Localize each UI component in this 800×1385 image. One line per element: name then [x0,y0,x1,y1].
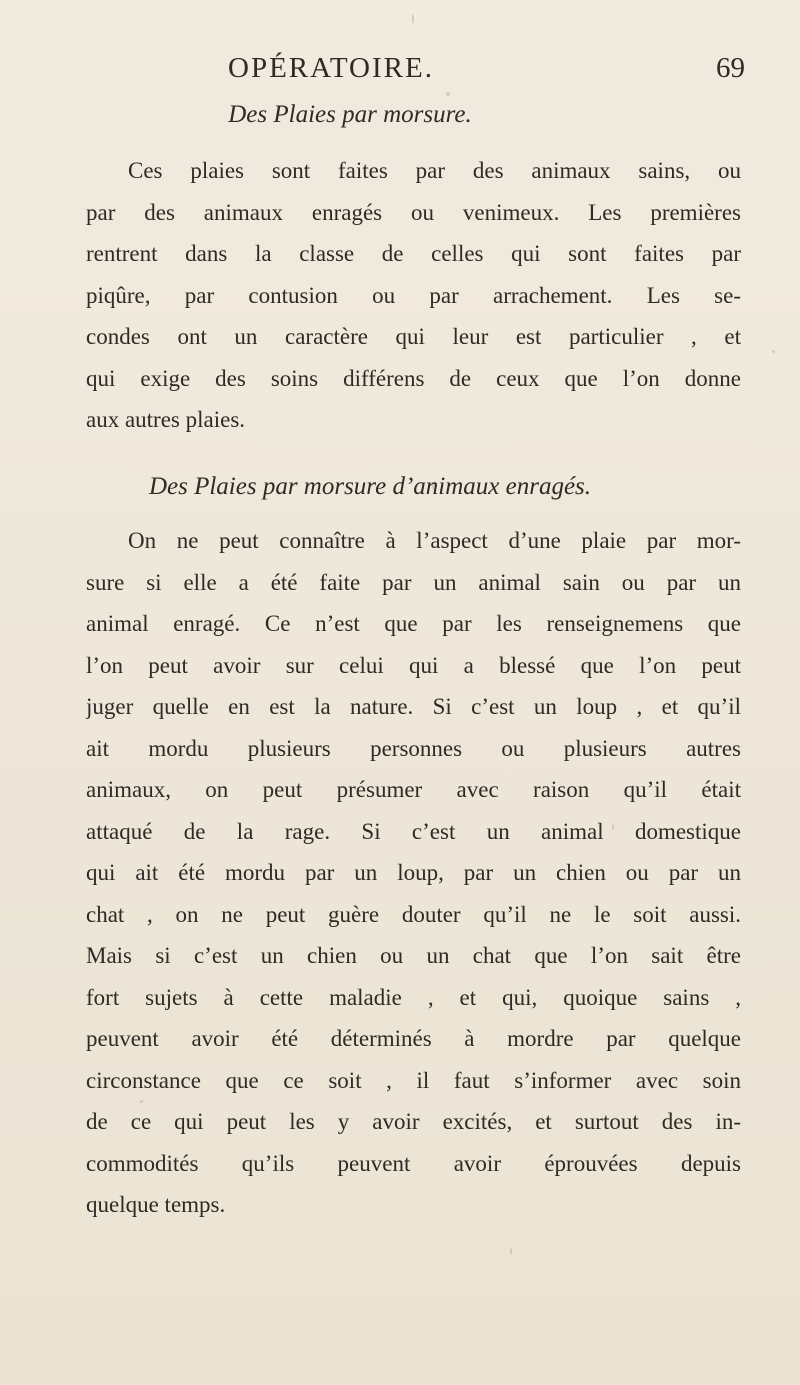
text-line: attaqué de la rage. Si c’est un animal domestique [86,818,741,844]
paragraph-rabid-bites [86,520,741,1226]
text-line: commodités qu’ils peuvent avoir éprouvées depuis [86,1150,741,1176]
section-title-rabid-bites: Des Plaies par morsure d’animaux enragés. [148,473,592,500]
text-line: peuvent avoir été déterminés à mordre par quelque [86,1026,741,1051]
text-line: rentrent dans la classe de celles qui sont faites par [86,241,741,266]
section-title-bites: Des Plaies par morsure. [228,101,472,128]
text-line: qui exige des soins différens de ceux que l’on donne [86,365,741,391]
text-line: Ces plaies sont faites par des animaux sains, ou [128,158,741,183]
text-line: juger quelle en est la nature. Si c’est un loup , et qu’il [86,694,741,719]
text-line: qui ait été mordu par un loup, par un chien ou par un [86,860,741,885]
text-line: Mais si c’est un chien ou un chat que l’on sait être [86,943,741,968]
text-line: par des animaux enragés ou venimeux. Les premières [86,199,741,225]
text-line: condes ont un caractère qui leur est particulier , et [86,324,741,349]
running-title: OPÉRATOIRE. [228,52,434,84]
paragraph-bites [86,150,741,441]
text-line: sure si elle a été faite par un animal sain ou par un [86,569,741,595]
text-line: aux autres plaies. [86,407,246,432]
text-line: chat , on ne peut guère douter qu’il ne le soit aussi. [86,901,741,927]
text-line: animaux, on peut présumer avec raison qu’il était [86,777,741,802]
text-line: ait mordu plusieurs personnes ou plusieurs autres [86,735,741,761]
text-line: l’on peut avoir sur celui qui a blessé que l’on peut [86,652,741,678]
running-head [0,48,800,88]
text-line: On ne peut connaître à l’aspect d’une plaie par mor- [128,528,741,553]
text-line: quelque temps. [86,1192,226,1217]
text-line: animal enragé. Ce n’est que par les renseignemens que [86,611,741,636]
text-line: de ce qui peut les y avoir excités, et surtout des in- [86,1109,741,1134]
text-line: fort sujets à cette maladie , et qui, quoique sains , [86,984,741,1010]
text-line: piqûre, par contusion ou par arrachement. Les se- [86,282,741,308]
text-line: circonstance que ce soit , il faut s’informer avec soin [86,1067,741,1093]
page-number: 69 [716,52,745,84]
